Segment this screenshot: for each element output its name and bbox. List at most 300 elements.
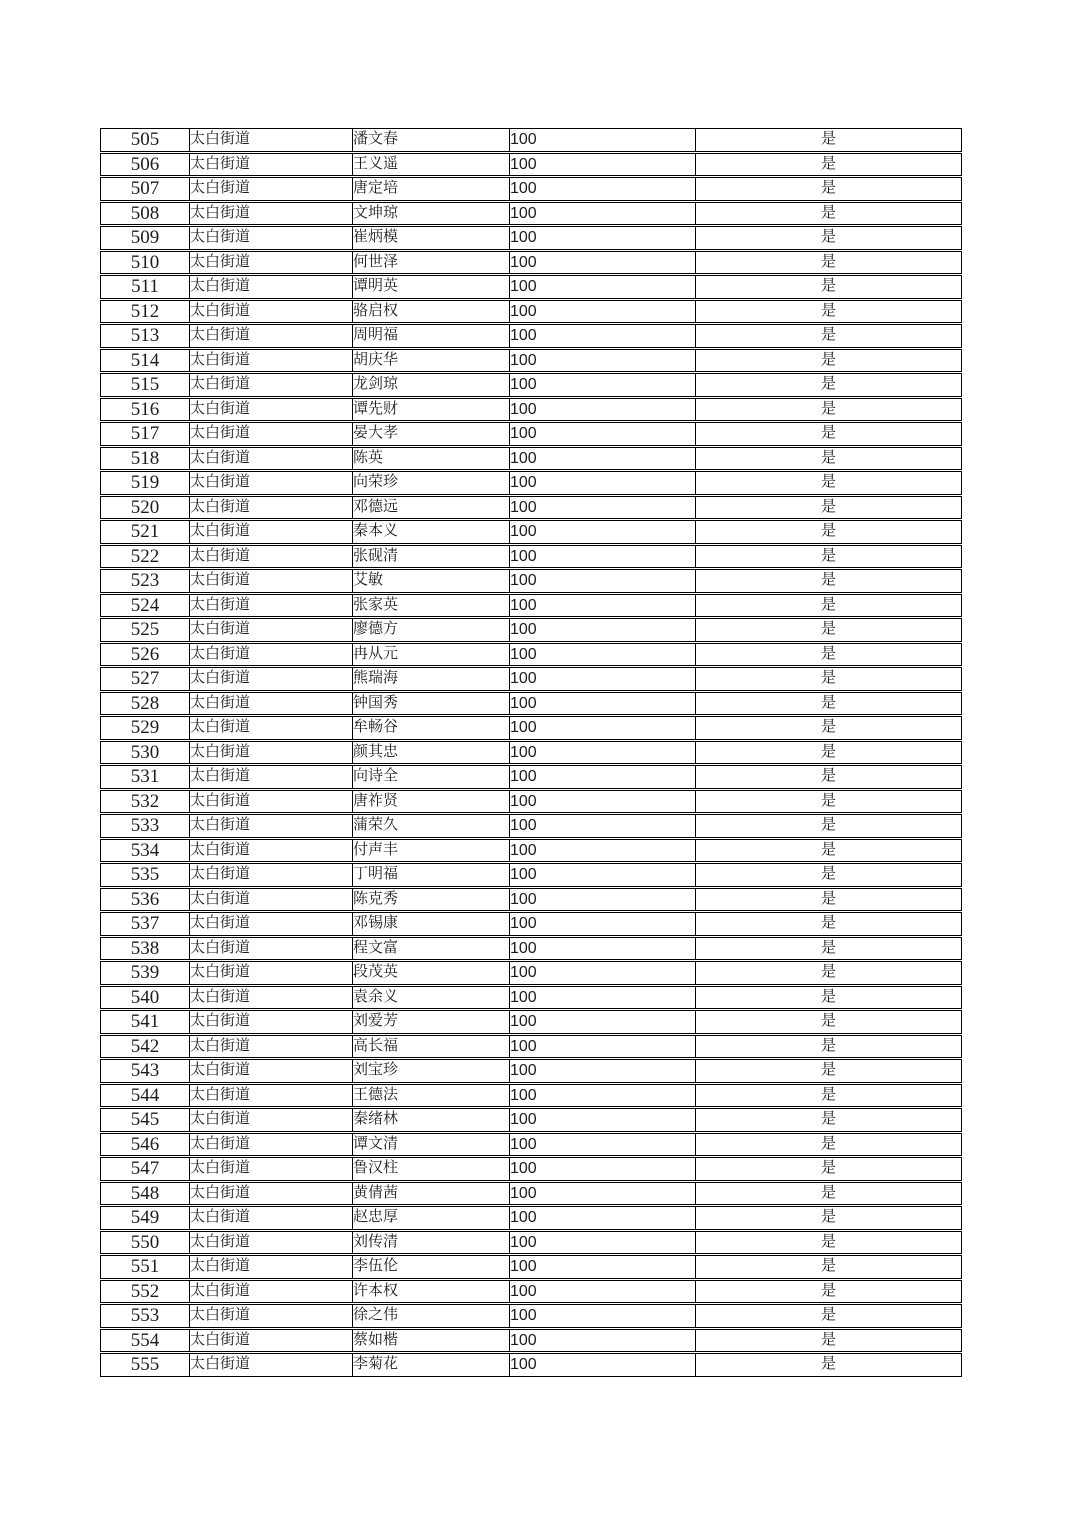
confirmed-cell: 是 — [695, 1255, 962, 1279]
table-row — [100, 153, 962, 177]
person-name-cell: 潘文春 — [352, 128, 509, 152]
confirmed-cell: 是 — [695, 716, 962, 740]
confirmed-cell: 是 — [695, 1231, 962, 1255]
street-cell: 太白街道 — [189, 765, 352, 789]
street-cell: 太白街道 — [189, 300, 352, 324]
score-cell: 100 — [509, 324, 695, 348]
row-number-cell: 545 — [100, 1108, 189, 1132]
person-name-cell: 赵忠厚 — [352, 1206, 509, 1230]
table-row — [100, 594, 962, 618]
table-row — [100, 1329, 962, 1353]
person-name-cell: 丁明福 — [352, 863, 509, 887]
row-number-cell: 533 — [100, 814, 189, 838]
street-cell: 太白街道 — [189, 251, 352, 275]
street-cell: 太白街道 — [189, 986, 352, 1010]
street-cell: 太白街道 — [189, 961, 352, 985]
person-name-cell: 周明福 — [352, 324, 509, 348]
street-cell: 太白街道 — [189, 177, 352, 201]
street-cell: 太白街道 — [189, 471, 352, 495]
row-number-cell: 518 — [100, 447, 189, 471]
row-number-cell: 530 — [100, 741, 189, 765]
row-number-cell: 511 — [100, 275, 189, 299]
street-cell: 太白街道 — [189, 1010, 352, 1034]
roster-table-body — [100, 128, 962, 1377]
person-name-cell: 鲁汉柱 — [352, 1157, 509, 1181]
person-name-cell: 胡庆华 — [352, 349, 509, 373]
confirmed-cell: 是 — [695, 202, 962, 226]
score-cell: 100 — [509, 912, 695, 936]
person-name-cell: 崔炳模 — [352, 226, 509, 250]
table-row — [100, 324, 962, 348]
table-row — [100, 1157, 962, 1181]
score-cell: 100 — [509, 1304, 695, 1328]
confirmed-cell: 是 — [695, 324, 962, 348]
table-row — [100, 1231, 962, 1255]
score-cell: 100 — [509, 349, 695, 373]
confirmed-cell: 是 — [695, 863, 962, 887]
table-row — [100, 912, 962, 936]
person-name-cell: 牟畅谷 — [352, 716, 509, 740]
score-cell: 100 — [509, 692, 695, 716]
confirmed-cell: 是 — [695, 520, 962, 544]
row-number-cell: 540 — [100, 986, 189, 1010]
person-name-cell: 谭明英 — [352, 275, 509, 299]
roster-table — [100, 127, 962, 1378]
person-name-cell: 钟国秀 — [352, 692, 509, 716]
score-cell: 100 — [509, 986, 695, 1010]
person-name-cell: 邓锡康 — [352, 912, 509, 936]
score-cell: 100 — [509, 937, 695, 961]
table-row — [100, 1010, 962, 1034]
row-number-cell: 551 — [100, 1255, 189, 1279]
street-cell: 太白街道 — [189, 226, 352, 250]
table-row — [100, 888, 962, 912]
confirmed-cell: 是 — [695, 422, 962, 446]
score-cell: 100 — [509, 814, 695, 838]
row-number-cell: 550 — [100, 1231, 189, 1255]
confirmed-cell: 是 — [695, 1035, 962, 1059]
table-row — [100, 790, 962, 814]
row-number-cell: 526 — [100, 643, 189, 667]
street-cell: 太白街道 — [189, 153, 352, 177]
row-number-cell: 537 — [100, 912, 189, 936]
confirmed-cell: 是 — [695, 398, 962, 422]
row-number-cell: 542 — [100, 1035, 189, 1059]
street-cell: 太白街道 — [189, 1255, 352, 1279]
confirmed-cell: 是 — [695, 790, 962, 814]
table-row — [100, 1084, 962, 1108]
confirmed-cell: 是 — [695, 1304, 962, 1328]
person-name-cell: 向荣珍 — [352, 471, 509, 495]
row-number-cell: 553 — [100, 1304, 189, 1328]
row-number-cell: 529 — [100, 716, 189, 740]
row-number-cell: 534 — [100, 839, 189, 863]
row-number-cell: 546 — [100, 1133, 189, 1157]
street-cell: 太白街道 — [189, 398, 352, 422]
table-row — [100, 643, 962, 667]
confirmed-cell: 是 — [695, 349, 962, 373]
score-cell: 100 — [509, 1255, 695, 1279]
street-cell: 太白街道 — [189, 1157, 352, 1181]
table-row — [100, 226, 962, 250]
person-name-cell: 李伍伦 — [352, 1255, 509, 1279]
score-cell: 100 — [509, 1157, 695, 1181]
street-cell: 太白街道 — [189, 912, 352, 936]
confirmed-cell: 是 — [695, 251, 962, 275]
confirmed-cell: 是 — [695, 961, 962, 985]
score-cell: 100 — [509, 300, 695, 324]
score-cell: 100 — [509, 888, 695, 912]
table-row — [100, 839, 962, 863]
score-cell: 100 — [509, 863, 695, 887]
row-number-cell: 539 — [100, 961, 189, 985]
row-number-cell: 513 — [100, 324, 189, 348]
person-name-cell: 王德法 — [352, 1084, 509, 1108]
table-row — [100, 202, 962, 226]
score-cell: 100 — [509, 1084, 695, 1108]
person-name-cell: 袁余义 — [352, 986, 509, 1010]
street-cell: 太白街道 — [189, 1206, 352, 1230]
confirmed-cell: 是 — [695, 128, 962, 152]
row-number-cell: 517 — [100, 422, 189, 446]
person-name-cell: 文坤琼 — [352, 202, 509, 226]
confirmed-cell: 是 — [695, 275, 962, 299]
street-cell: 太白街道 — [189, 839, 352, 863]
person-name-cell: 张砚清 — [352, 545, 509, 569]
score-cell: 100 — [509, 1280, 695, 1304]
person-name-cell: 秦本义 — [352, 520, 509, 544]
score-cell: 100 — [509, 741, 695, 765]
person-name-cell: 王义遥 — [352, 153, 509, 177]
street-cell: 太白街道 — [189, 937, 352, 961]
table-row — [100, 422, 962, 446]
table-row — [100, 1035, 962, 1059]
person-name-cell: 熊瑞海 — [352, 667, 509, 691]
street-cell: 太白街道 — [189, 1329, 352, 1353]
score-cell: 100 — [509, 643, 695, 667]
row-number-cell: 505 — [100, 128, 189, 152]
score-cell: 100 — [509, 226, 695, 250]
confirmed-cell: 是 — [695, 447, 962, 471]
street-cell: 太白街道 — [189, 1304, 352, 1328]
row-number-cell: 524 — [100, 594, 189, 618]
street-cell: 太白街道 — [189, 716, 352, 740]
row-number-cell: 507 — [100, 177, 189, 201]
score-cell: 100 — [509, 1206, 695, 1230]
person-name-cell: 蔡如楷 — [352, 1329, 509, 1353]
row-number-cell: 531 — [100, 765, 189, 789]
row-number-cell: 544 — [100, 1084, 189, 1108]
person-name-cell: 徐之伟 — [352, 1304, 509, 1328]
confirmed-cell: 是 — [695, 1206, 962, 1230]
street-cell: 太白街道 — [189, 324, 352, 348]
street-cell: 太白街道 — [189, 1280, 352, 1304]
table-row — [100, 1133, 962, 1157]
confirmed-cell: 是 — [695, 667, 962, 691]
score-cell: 100 — [509, 1353, 695, 1377]
table-row — [100, 986, 962, 1010]
score-cell: 100 — [509, 1059, 695, 1083]
street-cell: 太白街道 — [189, 202, 352, 226]
row-number-cell: 532 — [100, 790, 189, 814]
street-cell: 太白街道 — [189, 643, 352, 667]
person-name-cell: 李菊花 — [352, 1353, 509, 1377]
confirmed-cell: 是 — [695, 986, 962, 1010]
score-cell: 100 — [509, 177, 695, 201]
street-cell: 太白街道 — [189, 1084, 352, 1108]
row-number-cell: 538 — [100, 937, 189, 961]
score-cell: 100 — [509, 569, 695, 593]
table-row — [100, 814, 962, 838]
score-cell: 100 — [509, 520, 695, 544]
confirmed-cell: 是 — [695, 226, 962, 250]
row-number-cell: 522 — [100, 545, 189, 569]
street-cell: 太白街道 — [189, 569, 352, 593]
street-cell: 太白街道 — [189, 814, 352, 838]
table-row — [100, 937, 962, 961]
confirmed-cell: 是 — [695, 1329, 962, 1353]
table-row — [100, 545, 962, 569]
street-cell: 太白街道 — [189, 1231, 352, 1255]
street-cell: 太白街道 — [189, 863, 352, 887]
score-cell: 100 — [509, 839, 695, 863]
street-cell: 太白街道 — [189, 618, 352, 642]
confirmed-cell: 是 — [695, 1108, 962, 1132]
street-cell: 太白街道 — [189, 128, 352, 152]
row-number-cell: 528 — [100, 692, 189, 716]
confirmed-cell: 是 — [695, 1059, 962, 1083]
score-cell: 100 — [509, 128, 695, 152]
person-name-cell: 付声丰 — [352, 839, 509, 863]
table-row — [100, 496, 962, 520]
person-name-cell: 高长福 — [352, 1035, 509, 1059]
confirmed-cell: 是 — [695, 741, 962, 765]
table-row — [100, 1182, 962, 1206]
person-name-cell: 廖德方 — [352, 618, 509, 642]
table-row — [100, 520, 962, 544]
confirmed-cell: 是 — [695, 912, 962, 936]
score-cell: 100 — [509, 961, 695, 985]
table-row — [100, 692, 962, 716]
score-cell: 100 — [509, 471, 695, 495]
confirmed-cell: 是 — [695, 1157, 962, 1181]
score-cell: 100 — [509, 422, 695, 446]
table-row — [100, 177, 962, 201]
street-cell: 太白街道 — [189, 1035, 352, 1059]
table-row — [100, 618, 962, 642]
confirmed-cell: 是 — [695, 1182, 962, 1206]
person-name-cell: 刘传清 — [352, 1231, 509, 1255]
score-cell: 100 — [509, 1133, 695, 1157]
confirmed-cell: 是 — [695, 692, 962, 716]
table-row — [100, 251, 962, 275]
person-name-cell: 刘爱芳 — [352, 1010, 509, 1034]
street-cell: 太白街道 — [189, 373, 352, 397]
person-name-cell: 唐祚贤 — [352, 790, 509, 814]
score-cell: 100 — [509, 1035, 695, 1059]
person-name-cell: 张家英 — [352, 594, 509, 618]
row-number-cell: 516 — [100, 398, 189, 422]
row-number-cell: 552 — [100, 1280, 189, 1304]
confirmed-cell: 是 — [695, 569, 962, 593]
person-name-cell: 陈英 — [352, 447, 509, 471]
table-row — [100, 471, 962, 495]
street-cell: 太白街道 — [189, 741, 352, 765]
confirmed-cell: 是 — [695, 300, 962, 324]
score-cell: 100 — [509, 765, 695, 789]
person-name-cell: 黄倩茜 — [352, 1182, 509, 1206]
table-row — [100, 765, 962, 789]
score-cell: 100 — [509, 496, 695, 520]
street-cell: 太白街道 — [189, 1133, 352, 1157]
row-number-cell: 543 — [100, 1059, 189, 1083]
row-number-cell: 506 — [100, 153, 189, 177]
confirmed-cell: 是 — [695, 594, 962, 618]
table-row — [100, 349, 962, 373]
confirmed-cell: 是 — [695, 839, 962, 863]
score-cell: 100 — [509, 398, 695, 422]
row-number-cell: 535 — [100, 863, 189, 887]
table-row — [100, 741, 962, 765]
table-row — [100, 447, 962, 471]
score-cell: 100 — [509, 373, 695, 397]
confirmed-cell: 是 — [695, 177, 962, 201]
confirmed-cell: 是 — [695, 1353, 962, 1377]
confirmed-cell: 是 — [695, 1280, 962, 1304]
table-row — [100, 1206, 962, 1230]
row-number-cell: 521 — [100, 520, 189, 544]
street-cell: 太白街道 — [189, 888, 352, 912]
table-row — [100, 1255, 962, 1279]
street-cell: 太白街道 — [189, 496, 352, 520]
row-number-cell: 547 — [100, 1157, 189, 1181]
table-row — [100, 1108, 962, 1132]
confirmed-cell: 是 — [695, 373, 962, 397]
person-name-cell: 艾敏 — [352, 569, 509, 593]
confirmed-cell: 是 — [695, 937, 962, 961]
table-row — [100, 863, 962, 887]
person-name-cell: 谭文清 — [352, 1133, 509, 1157]
person-name-cell: 何世泽 — [352, 251, 509, 275]
row-number-cell: 515 — [100, 373, 189, 397]
score-cell: 100 — [509, 202, 695, 226]
row-number-cell: 520 — [100, 496, 189, 520]
confirmed-cell: 是 — [695, 496, 962, 520]
score-cell: 100 — [509, 790, 695, 814]
person-name-cell: 蒲荣久 — [352, 814, 509, 838]
person-name-cell: 刘宝珍 — [352, 1059, 509, 1083]
score-cell: 100 — [509, 251, 695, 275]
table-row — [100, 398, 962, 422]
table-row — [100, 373, 962, 397]
person-name-cell: 邓德远 — [352, 496, 509, 520]
row-number-cell: 508 — [100, 202, 189, 226]
score-cell: 100 — [509, 594, 695, 618]
table-row — [100, 1353, 962, 1377]
street-cell: 太白街道 — [189, 667, 352, 691]
person-name-cell: 许本权 — [352, 1280, 509, 1304]
street-cell: 太白街道 — [189, 447, 352, 471]
row-number-cell: 512 — [100, 300, 189, 324]
score-cell: 100 — [509, 1329, 695, 1353]
score-cell: 100 — [509, 1182, 695, 1206]
row-number-cell: 555 — [100, 1353, 189, 1377]
table-row — [100, 667, 962, 691]
street-cell: 太白街道 — [189, 790, 352, 814]
row-number-cell: 536 — [100, 888, 189, 912]
table-row — [100, 275, 962, 299]
confirmed-cell: 是 — [695, 1084, 962, 1108]
street-cell: 太白街道 — [189, 1182, 352, 1206]
score-cell: 100 — [509, 618, 695, 642]
row-number-cell: 510 — [100, 251, 189, 275]
row-number-cell: 554 — [100, 1329, 189, 1353]
row-number-cell: 525 — [100, 618, 189, 642]
table-row — [100, 300, 962, 324]
person-name-cell: 颜其忠 — [352, 741, 509, 765]
street-cell: 太白街道 — [189, 520, 352, 544]
row-number-cell: 509 — [100, 226, 189, 250]
row-number-cell: 541 — [100, 1010, 189, 1034]
street-cell: 太白街道 — [189, 594, 352, 618]
row-number-cell: 549 — [100, 1206, 189, 1230]
person-name-cell: 冉从元 — [352, 643, 509, 667]
row-number-cell: 527 — [100, 667, 189, 691]
confirmed-cell: 是 — [695, 471, 962, 495]
person-name-cell: 龙剑琼 — [352, 373, 509, 397]
confirmed-cell: 是 — [695, 765, 962, 789]
person-name-cell: 向诗全 — [352, 765, 509, 789]
street-cell: 太白街道 — [189, 1353, 352, 1377]
score-cell: 100 — [509, 447, 695, 471]
person-name-cell: 晏大孝 — [352, 422, 509, 446]
confirmed-cell: 是 — [695, 643, 962, 667]
row-number-cell: 548 — [100, 1182, 189, 1206]
person-name-cell: 骆启权 — [352, 300, 509, 324]
street-cell: 太白街道 — [189, 545, 352, 569]
confirmed-cell: 是 — [695, 1010, 962, 1034]
street-cell: 太白街道 — [189, 349, 352, 373]
table-row — [100, 1059, 962, 1083]
score-cell: 100 — [509, 1231, 695, 1255]
score-cell: 100 — [509, 275, 695, 299]
person-name-cell: 段茂英 — [352, 961, 509, 985]
table-row — [100, 128, 962, 152]
row-number-cell: 519 — [100, 471, 189, 495]
person-name-cell: 谭先财 — [352, 398, 509, 422]
street-cell: 太白街道 — [189, 692, 352, 716]
table-row — [100, 961, 962, 985]
person-name-cell: 秦绪林 — [352, 1108, 509, 1132]
score-cell: 100 — [509, 716, 695, 740]
row-number-cell: 514 — [100, 349, 189, 373]
score-cell: 100 — [509, 153, 695, 177]
confirmed-cell: 是 — [695, 153, 962, 177]
table-row — [100, 1304, 962, 1328]
score-cell: 100 — [509, 1108, 695, 1132]
person-name-cell: 陈克秀 — [352, 888, 509, 912]
score-cell: 100 — [509, 1010, 695, 1034]
street-cell: 太白街道 — [189, 1059, 352, 1083]
street-cell: 太白街道 — [189, 1108, 352, 1132]
confirmed-cell: 是 — [695, 618, 962, 642]
score-cell: 100 — [509, 667, 695, 691]
row-number-cell: 523 — [100, 569, 189, 593]
table-row — [100, 569, 962, 593]
street-cell: 太白街道 — [189, 422, 352, 446]
confirmed-cell: 是 — [695, 888, 962, 912]
score-cell: 100 — [509, 545, 695, 569]
